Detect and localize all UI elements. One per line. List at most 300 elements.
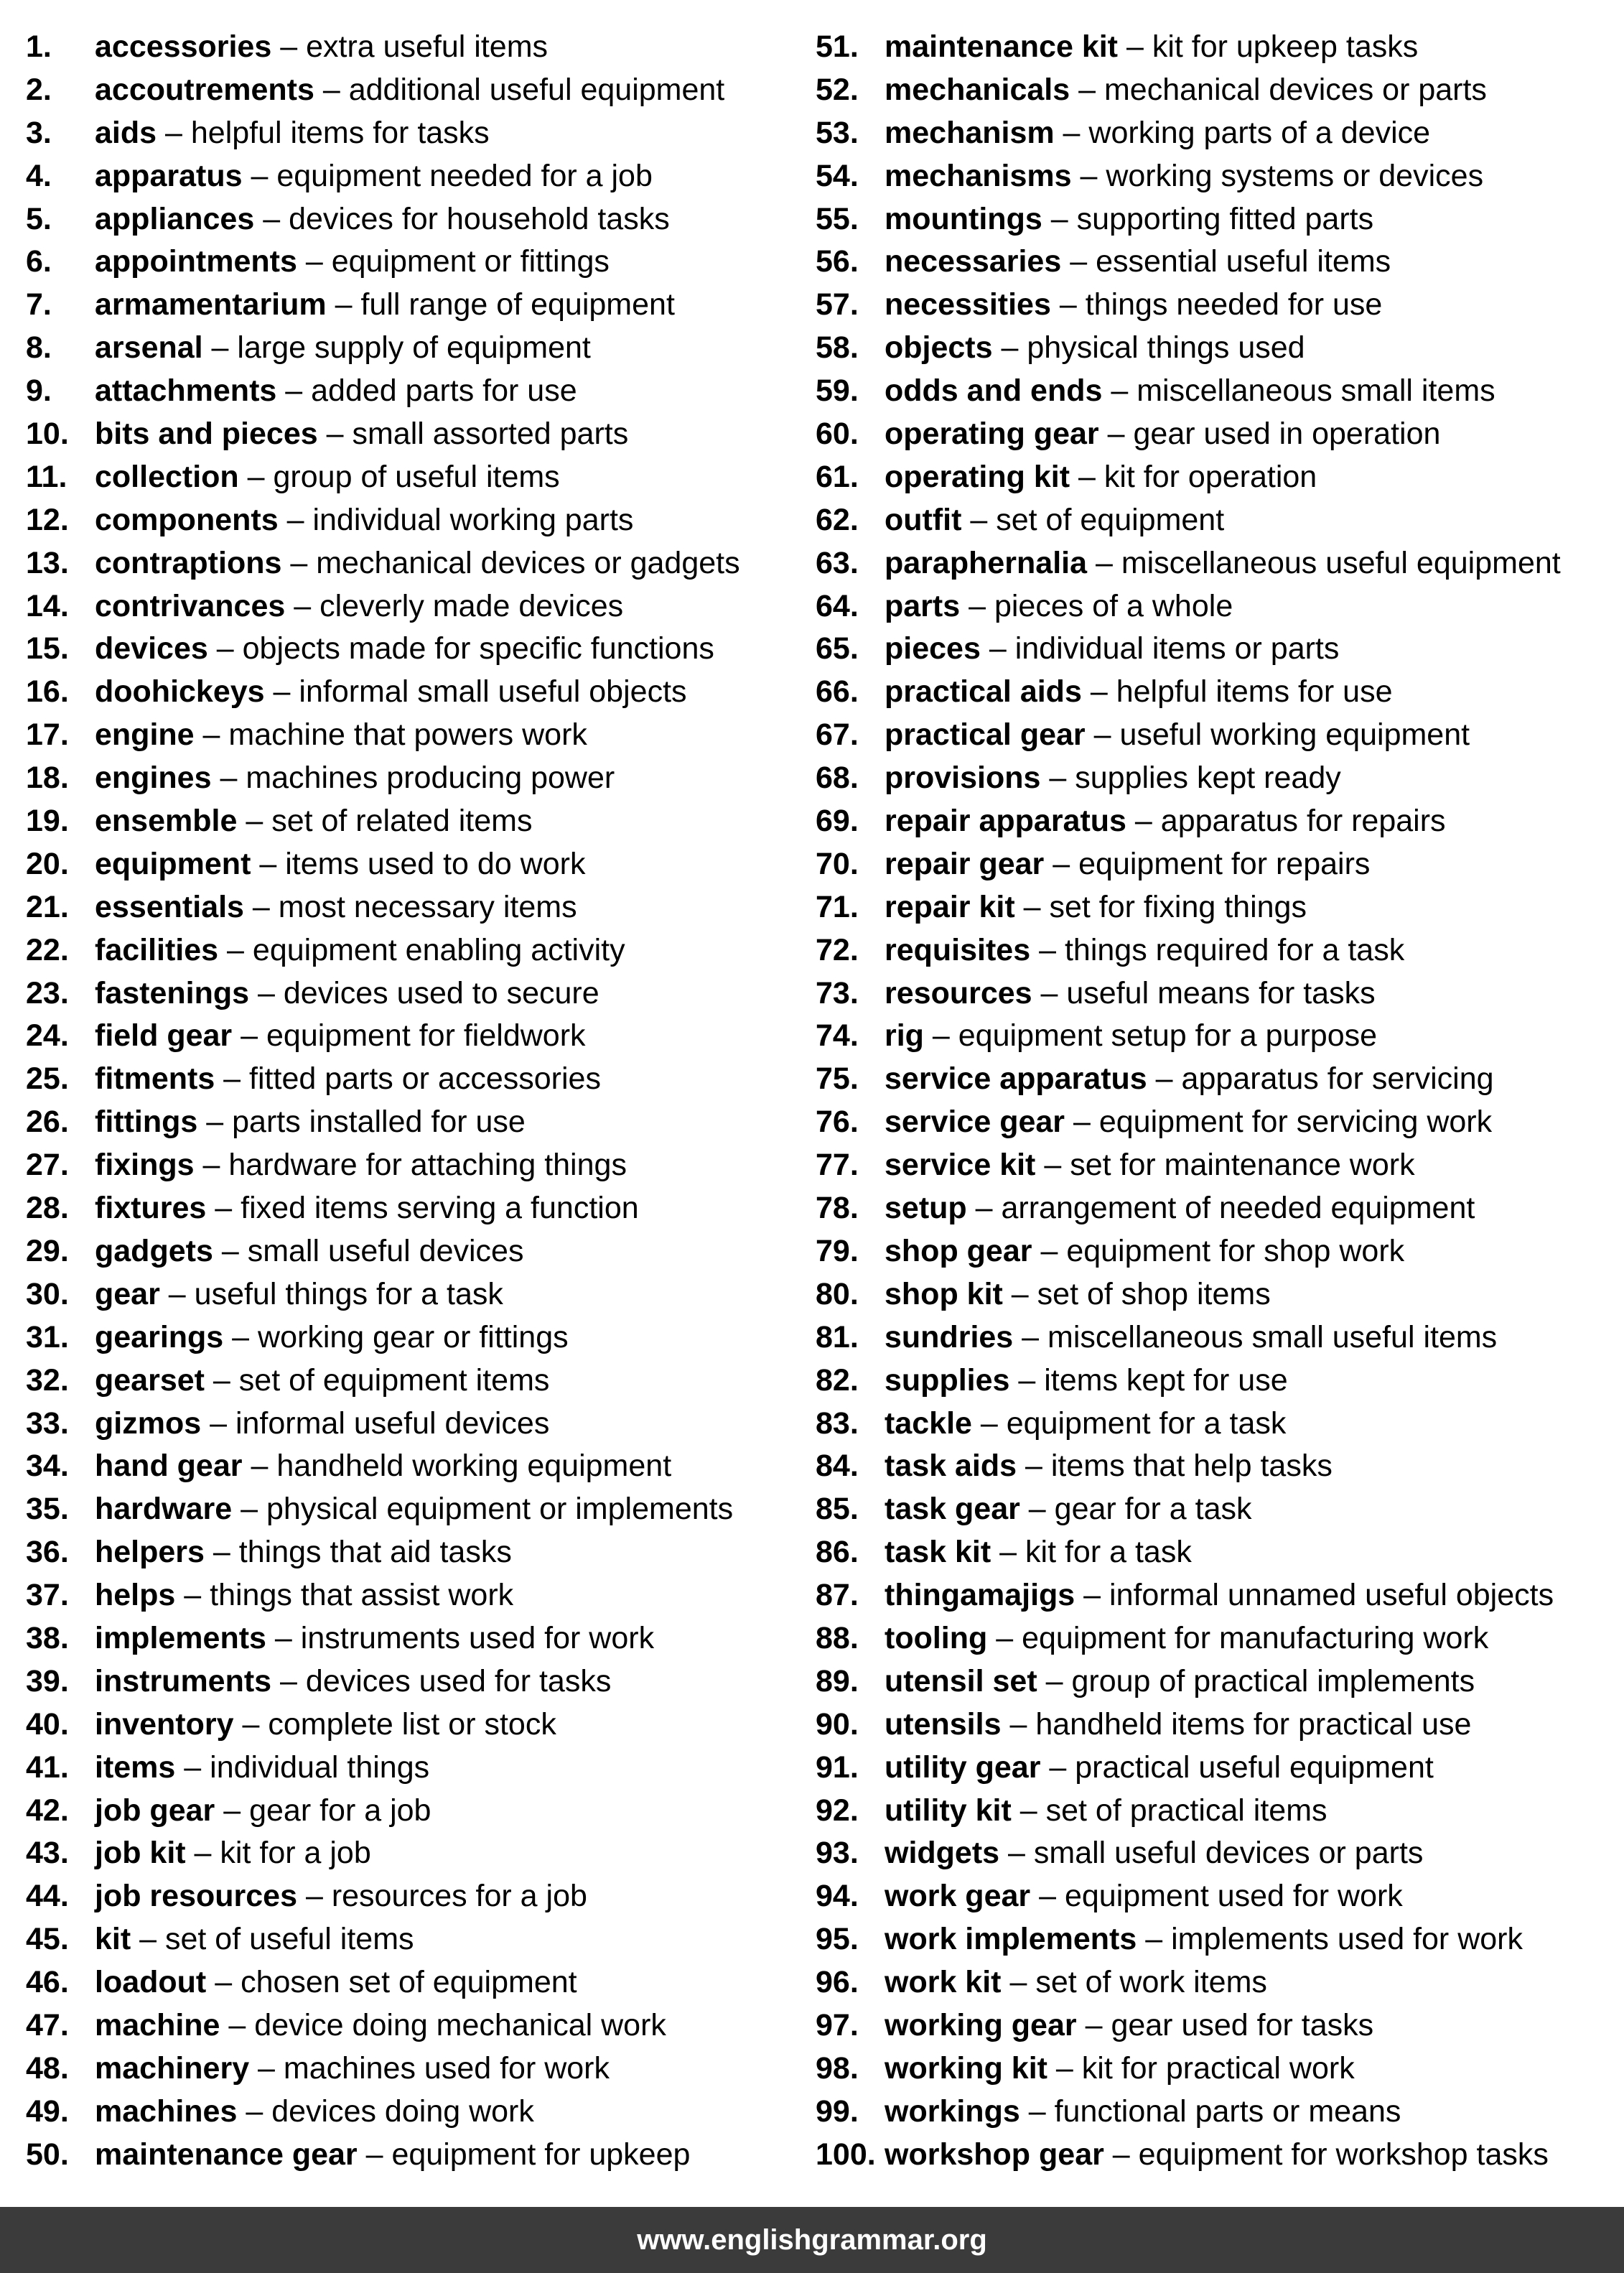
list-item-word: accessories (95, 29, 272, 64)
list-item-number: 63. (816, 545, 859, 580)
list-item-definition: practical useful equipment (1075, 1749, 1434, 1785)
list-item-definition: individual items or parts (1014, 631, 1340, 666)
list-item (816, 1961, 1613, 2004)
list-item-number: 32. (26, 1362, 69, 1398)
list-item (816, 26, 1613, 69)
list-item-word: operating kit (885, 459, 1070, 494)
list-item-definition: kit for operation (1103, 459, 1317, 494)
list-item-separator: – (1019, 2093, 1055, 2129)
list-item (26, 1445, 801, 1488)
list-item-word: loadout (95, 1965, 207, 2000)
list-item-definition: kit for upkeep tasks (1152, 29, 1419, 64)
list-item-separator: – (213, 1233, 248, 1268)
list-item-word: practical aids (885, 674, 1082, 710)
list-item-word: workings (885, 2093, 1020, 2129)
list-item-number: 28. (26, 1191, 69, 1226)
list-item (26, 2134, 801, 2177)
list-item-definition: equipment enabling activity (252, 932, 625, 967)
list-item-number: 92. (816, 1793, 859, 1828)
list-item (816, 1187, 1613, 1230)
list-item-separator: – (357, 2137, 392, 2172)
list-item (26, 112, 801, 155)
list-item-word: service gear (885, 1105, 1065, 1140)
list-item-word: field gear (95, 1018, 233, 1054)
list-item (26, 1832, 801, 1875)
list-item-word: maintenance gear (95, 2137, 358, 2172)
list-item (816, 714, 1613, 757)
list-item (816, 1574, 1613, 1617)
list-item-word: maintenance kit (885, 29, 1118, 64)
list-item (816, 1617, 1613, 1660)
list-item (816, 327, 1613, 370)
list-item-definition: kit for practical work (1081, 2050, 1355, 2086)
list-item (26, 929, 801, 972)
list-item-definition: mechanical devices or parts (1103, 72, 1487, 107)
list-item-separator: – (1050, 287, 1086, 322)
list-item-separator: – (1137, 1922, 1172, 1957)
word-list-left-column (26, 26, 801, 2177)
list-item-separator: – (242, 1449, 277, 1484)
list-item-word: doohickeys (95, 674, 265, 710)
list-item-number: 30. (26, 1276, 69, 1311)
list-item-definition: useful working equipment (1119, 717, 1470, 753)
list-item-number: 29. (26, 1233, 69, 1268)
footer-website-link[interactable]: www.englishgrammar.org (637, 2224, 987, 2256)
list-item-separator: – (131, 1922, 165, 1957)
list-item-separator: – (1017, 1449, 1051, 1484)
list-item-definition: useful means for tasks (1066, 975, 1376, 1010)
list-item (26, 413, 801, 456)
list-item-definition: things needed for use (1085, 287, 1383, 322)
list-item-number: 34. (26, 1449, 69, 1484)
list-item (26, 1144, 801, 1187)
list-item-separator: – (232, 1492, 267, 1527)
list-item-number: 23. (26, 975, 69, 1010)
list-item-separator: – (237, 804, 272, 839)
list-item-number: 80. (816, 1276, 859, 1311)
list-item (26, 1747, 801, 1790)
list-item (816, 1403, 1613, 1446)
list-item-definition: equipment for repairs (1078, 846, 1371, 881)
list-item-number: 84. (816, 1449, 859, 1484)
list-item-definition: set of useful items (165, 1922, 414, 1957)
list-item-definition: equipment setup for a purpose (958, 1018, 1378, 1054)
list-item-definition: gear for a job (249, 1793, 431, 1828)
list-item-separator: – (1147, 1061, 1182, 1097)
list-item-definition: additional useful equipment (348, 72, 725, 107)
list-item-separator: – (1001, 1965, 1036, 2000)
list-item-number: 14. (26, 588, 69, 623)
list-item-number: 36. (26, 1535, 69, 1570)
list-item-definition: individual working parts (312, 502, 634, 537)
list-item-number: 54. (816, 158, 859, 193)
list-item-separator: – (215, 1793, 250, 1828)
list-item-definition: gear used in operation (1133, 417, 1441, 452)
list-item-definition: working gear or fittings (258, 1319, 569, 1354)
list-item (816, 1144, 1613, 1187)
list-item-number: 18. (26, 761, 69, 796)
list-item-word: kit (95, 1922, 131, 1957)
list-item-definition: mechanical devices or gadgets (316, 545, 740, 580)
list-item (816, 1445, 1613, 1488)
list-item-separator: – (271, 1663, 306, 1698)
list-item-separator: – (249, 975, 284, 1010)
list-item (816, 1359, 1613, 1403)
list-item (26, 1230, 801, 1273)
list-item-word: devices (95, 631, 208, 666)
list-item-number: 81. (816, 1319, 859, 1354)
list-item-definition: small useful devices (247, 1233, 524, 1268)
list-item (26, 198, 801, 241)
list-item-word: apparatus (95, 158, 243, 193)
list-item-word: gearset (95, 1362, 205, 1398)
list-item-word: appointments (95, 244, 297, 279)
list-item-number: 5. (26, 201, 52, 236)
list-item-separator: – (1065, 1105, 1099, 1140)
list-item-definition: equipment for a task (1006, 1405, 1287, 1441)
list-item (26, 1790, 801, 1833)
list-item (816, 241, 1613, 284)
list-item-number: 58. (816, 330, 859, 366)
list-item-definition: equipment for shop work (1066, 1233, 1405, 1268)
list-item-separator: – (1054, 115, 1089, 150)
list-item-number: 46. (26, 1965, 69, 2000)
list-item (26, 26, 801, 69)
list-item-word: items (95, 1749, 176, 1785)
list-item-definition: supplies kept ready (1075, 761, 1341, 796)
list-item-separator: – (987, 1620, 1022, 1655)
list-item-definition: useful things for a task (194, 1276, 503, 1311)
list-item (26, 2091, 801, 2134)
list-item-separator: – (237, 2093, 272, 2129)
list-item-word: machinery (95, 2050, 250, 2086)
list-item-number: 78. (816, 1191, 859, 1226)
list-item-number: 60. (816, 417, 859, 452)
list-item-number: 88. (816, 1620, 859, 1655)
list-item-word: rig (885, 1018, 924, 1054)
list-item-separator: – (223, 1319, 258, 1354)
list-item-definition: miscellaneous useful equipment (1121, 545, 1561, 580)
list-item (816, 1531, 1613, 1574)
list-item-separator: – (1044, 846, 1079, 881)
list-item-separator: – (232, 1018, 266, 1054)
list-item-definition: helpful items for use (1116, 674, 1393, 710)
list-item-separator: – (194, 1148, 229, 1183)
list-item-definition: small assorted parts (352, 417, 629, 452)
list-item-definition: devices used to secure (283, 975, 599, 1010)
list-item-definition: large supply of equipment (237, 330, 591, 366)
list-item-word: mechanicals (885, 72, 1070, 107)
list-item-separator: – (1102, 373, 1137, 409)
list-item-definition: gear for a task (1054, 1492, 1252, 1527)
list-item-definition: kit for a job (220, 1836, 371, 1871)
list-item-definition: informal small useful objects (299, 674, 687, 710)
list-item-separator: – (1070, 72, 1104, 107)
list-item (26, 714, 801, 757)
list-item (816, 284, 1613, 327)
list-item-number: 94. (816, 1879, 859, 1914)
list-item (816, 542, 1613, 585)
list-item-definition: set for fixing things (1049, 889, 1307, 924)
list-item-definition: equipment for manufacturing work (1022, 1620, 1489, 1655)
list-item-separator: – (1030, 1879, 1065, 1914)
list-item-word: attachments (95, 373, 277, 409)
list-item (816, 1832, 1613, 1875)
list-item-definition: things that assist work (210, 1578, 514, 1613)
list-item (26, 1359, 801, 1403)
list-item-separator: – (1019, 1492, 1055, 1527)
list-item-separator: – (175, 1578, 210, 1613)
list-item-word: contraptions (95, 545, 282, 580)
list-item-word: tooling (885, 1620, 988, 1655)
list-item (26, 1015, 801, 1058)
list-item-word: task gear (885, 1492, 1020, 1527)
list-item-number: 61. (816, 459, 859, 494)
list-item-separator: – (1002, 1276, 1037, 1311)
list-item (26, 671, 801, 714)
list-item (816, 1875, 1613, 1918)
list-item-word: service apparatus (885, 1061, 1147, 1097)
list-item-word: service kit (885, 1148, 1036, 1183)
list-item-number: 71. (816, 889, 859, 924)
list-item-definition: resources for a job (331, 1879, 587, 1914)
list-item-word: tackle (885, 1405, 972, 1441)
list-item-number: 72. (816, 932, 859, 967)
list-item-definition: devices used for tasks (305, 1663, 612, 1698)
list-item-definition: machines producing power (246, 761, 615, 796)
list-item-definition: supporting fitted parts (1076, 201, 1374, 236)
list-item-word: sundries (885, 1319, 1014, 1354)
list-item (26, 1058, 801, 1101)
list-item-word: workshop gear (885, 2137, 1104, 2172)
list-item (26, 1574, 801, 1617)
list-item-word: ensemble (95, 804, 238, 839)
list-item-separator: – (1103, 2137, 1139, 2172)
list-item-number: 25. (26, 1061, 69, 1097)
list-item-number: 3. (26, 115, 52, 150)
list-item-word: work kit (885, 1965, 1002, 2000)
list-item-number: 40. (26, 1706, 69, 1742)
list-item-definition: handheld items for practical use (1035, 1706, 1472, 1742)
list-item-separator: – (1011, 1793, 1046, 1828)
list-item-separator: – (206, 1965, 241, 2000)
list-item-separator: – (1076, 2007, 1111, 2042)
list-item-separator: – (1118, 29, 1152, 64)
list-item-separator: – (220, 2007, 255, 2042)
list-item-definition: equipment used for work (1064, 1879, 1403, 1914)
list-item (816, 1488, 1613, 1531)
list-item (816, 886, 1613, 929)
list-item-number: 7. (26, 287, 52, 322)
list-item-definition: miscellaneous small items (1137, 373, 1495, 409)
list-item (816, 1747, 1613, 1790)
list-item-separator: – (1087, 545, 1121, 580)
list-item (816, 929, 1613, 972)
list-item-definition: things required for a task (1064, 932, 1405, 967)
list-item-number: 67. (816, 717, 859, 753)
list-item-definition: things that aid tasks (238, 1535, 512, 1570)
list-item-separator: – (266, 1620, 301, 1655)
list-item-number: 16. (26, 674, 69, 710)
list-item-word: mechanisms (885, 158, 1072, 193)
list-item (816, 800, 1613, 843)
list-item-number: 73. (816, 975, 859, 1010)
list-item-separator: – (238, 459, 274, 494)
list-item-separator: – (264, 674, 299, 710)
list-item-word: gear (95, 1276, 160, 1311)
list-item-number: 82. (816, 1362, 859, 1398)
list-item-separator: – (242, 158, 277, 193)
list-item-separator: – (991, 1535, 1026, 1570)
list-item-word: repair kit (885, 889, 1015, 924)
list-item-word: engines (95, 761, 212, 796)
list-item (816, 1058, 1613, 1101)
list-item-word: necessaries (885, 244, 1062, 279)
list-item-number: 90. (816, 1706, 859, 1742)
list-item-word: gizmos (95, 1405, 202, 1441)
list-item-separator: – (1070, 459, 1104, 494)
list-item-number: 70. (816, 846, 859, 881)
list-item-definition: physical things used (1027, 330, 1305, 366)
list-item-number: 38. (26, 1620, 69, 1655)
list-item-definition: parts installed for use (232, 1105, 526, 1140)
list-item-separator: – (1126, 804, 1161, 839)
list-item-word: utensils (885, 1706, 1002, 1742)
list-item-separator: – (297, 244, 332, 279)
list-item (816, 1316, 1613, 1359)
list-item-number: 39. (26, 1663, 69, 1698)
list-item-word: bits and pieces (95, 417, 318, 452)
list-item-number: 85. (816, 1492, 859, 1527)
list-item-definition: items that help tasks (1050, 1449, 1333, 1484)
list-item-number: 35. (26, 1492, 69, 1527)
list-item-word: repair gear (885, 846, 1045, 881)
list-item (816, 1230, 1613, 1273)
list-item-number: 66. (816, 674, 859, 710)
list-item-word: objects (885, 330, 993, 366)
list-item-separator: – (1042, 201, 1077, 236)
list-item-separator: – (1030, 932, 1065, 967)
list-item-separator: – (1075, 1578, 1110, 1613)
list-item-word: machine (95, 2007, 220, 2042)
list-item-number: 26. (26, 1105, 69, 1140)
list-item-definition: extra useful items (306, 29, 549, 64)
list-item-word: task kit (885, 1535, 991, 1570)
list-item-word: hand gear (95, 1449, 243, 1484)
list-item (26, 1617, 801, 1660)
list-item-definition: small useful devices or parts (1033, 1836, 1424, 1871)
list-item-separator: – (281, 545, 317, 580)
list-item-word: work implements (885, 1922, 1137, 1957)
list-item-number: 4. (26, 158, 52, 193)
list-item-definition: arrangement of needed equipment (1001, 1191, 1475, 1226)
list-item-word: provisions (885, 761, 1041, 796)
list-item-definition: fitted parts or accessories (249, 1061, 601, 1097)
list-item-number: 19. (26, 804, 69, 839)
list-item-number: 98. (816, 2050, 859, 2086)
list-item (26, 972, 801, 1015)
list-item-definition: items used to do work (285, 846, 586, 881)
list-item-number: 33. (26, 1405, 69, 1441)
list-item (816, 2091, 1613, 2134)
list-item-number: 79. (816, 1233, 859, 1268)
list-item-separator: – (1085, 717, 1120, 753)
list-item-separator: – (314, 72, 349, 107)
list-item-number: 53. (816, 115, 859, 150)
list-item (26, 1488, 801, 1531)
list-item (816, 671, 1613, 714)
list-item-separator: – (185, 1836, 220, 1871)
list-item-number: 22. (26, 932, 69, 967)
list-item (26, 800, 801, 843)
list-item-separator: – (243, 889, 279, 924)
list-item-number: 48. (26, 2050, 69, 2086)
list-item-number: 93. (816, 1836, 859, 1871)
list-item (816, 2047, 1613, 2091)
list-item (26, 1403, 801, 1446)
list-item-separator: – (1061, 244, 1096, 279)
list-item-number: 44. (26, 1879, 69, 1914)
list-item-word: resources (885, 975, 1032, 1010)
list-item (816, 1790, 1613, 1833)
list-item-definition: informal useful devices (235, 1405, 550, 1441)
list-item-number: 89. (816, 1663, 859, 1698)
list-item (26, 1703, 801, 1747)
list-item-definition: items kept for use (1044, 1362, 1288, 1398)
list-item-word: mountings (885, 201, 1042, 236)
list-item-number: 15. (26, 631, 69, 666)
list-item-word: accoutrements (95, 72, 314, 107)
list-item-word: arsenal (95, 330, 203, 366)
list-item-word: widgets (885, 1836, 1000, 1871)
list-item-separator: – (1040, 1749, 1075, 1785)
list-item (26, 628, 801, 671)
list-item-number: 87. (816, 1578, 859, 1613)
list-item-definition: set of related items (271, 804, 533, 839)
list-item-word: fixings (95, 1148, 195, 1183)
list-item-definition: working parts of a device (1088, 115, 1431, 150)
list-item-number: 95. (816, 1922, 859, 1957)
list-item (816, 69, 1613, 112)
list-item-number: 57. (816, 287, 859, 322)
list-item (26, 456, 801, 499)
list-item-number: 27. (26, 1148, 69, 1183)
list-item (26, 327, 801, 370)
list-item-definition: chosen set of equipment (241, 1965, 577, 2000)
list-item-separator: – (1035, 1148, 1070, 1183)
list-item-separator: – (966, 1191, 1002, 1226)
footer-banner (0, 2207, 1624, 2273)
list-item-word: repair apparatus (885, 804, 1126, 839)
list-item-number: 41. (26, 1749, 69, 1785)
list-item-separator: – (276, 373, 312, 409)
list-item (26, 284, 801, 327)
list-item-number: 43. (26, 1836, 69, 1871)
word-list-right-column (816, 26, 1613, 2177)
list-item-definition: complete list or stock (268, 1706, 556, 1742)
list-item-definition: equipment for upkeep (391, 2137, 691, 2172)
list-item-definition: working systems or devices (1106, 158, 1484, 193)
list-item (816, 2004, 1613, 2047)
list-item (26, 585, 801, 628)
list-item-number: 17. (26, 717, 69, 753)
list-item-word: essentials (95, 889, 244, 924)
list-item-number: 20. (26, 846, 69, 881)
list-item-word: helpers (95, 1535, 205, 1570)
list-item-word: helps (95, 1578, 176, 1613)
list-item-word: parts (885, 588, 961, 623)
list-item-separator: – (233, 1706, 269, 1742)
